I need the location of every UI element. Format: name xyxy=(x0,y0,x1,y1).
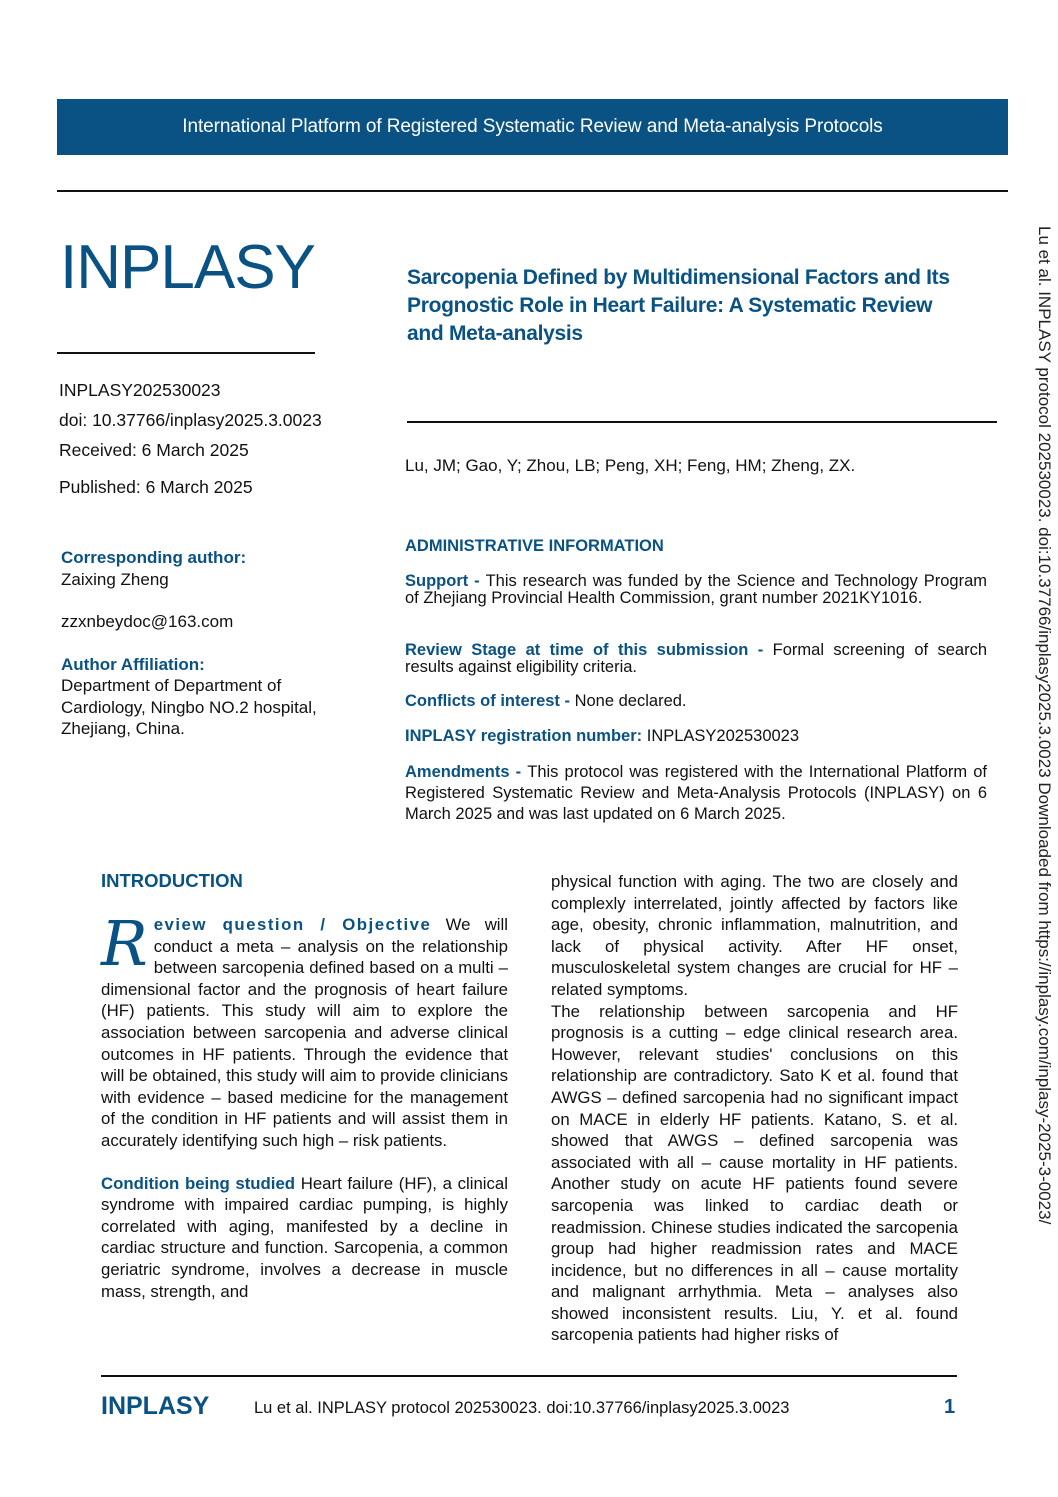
corresponding-author-email[interactable]: zzxnbeydoc@163.com xyxy=(61,612,234,631)
objective-label: eview question / Objective xyxy=(153,915,432,934)
paragraph-continuation: physical function with aging. The two are closely and complexly interrelated, jointly affected by factors like age, obesity, chronic inflammation, malnutrition, and lack of physical activity. After HF onset, musculoskeletal system changes are crucial for HF – related symptoms. xyxy=(551,872,958,999)
logo-divider xyxy=(57,352,315,354)
banner-text: International Platform of Registered Systematic Review and Meta-analysis Protocols xyxy=(182,116,883,137)
page-number: 1 xyxy=(944,1396,956,1418)
corresponding-author-section xyxy=(61,547,361,740)
admin-review-stage: Review Stage at time of this submission - Formal screening of search results against eligibility criteria. xyxy=(405,641,988,676)
admin-amendments: Amendments - This protocol was registered with the International Platform of Registered Systematic Review and Meta-Analysis Protocols (INPLASY) on 6 March 2025 and was last updated on 6 March 2025. xyxy=(405,763,988,823)
objective-paragraph: Review question / Objective We will conduct a meta – analysis on the relationship between sarcopenia defined based on a multi – dimensional factor and the prognosis of heart failure (HF) patients. This study will aim to explore the association between sarcopenia and adverse clinical outcomes in HF patients. Through the evidence that will be obtained, this study will aim to provide clinicians with evidence – based medicine for the management of the condition in HF patients and will assist them in accurately identifying such high – risk patients. xyxy=(101,907,508,1150)
admin-conflicts: Conflicts of interest - None declared. xyxy=(405,692,687,710)
received-date: Received: 6 March 2025 xyxy=(59,440,249,460)
condition-label: Condition being studied xyxy=(101,1173,296,1193)
vertical-citation: Lu et al. INPLASY protocol 202530023. doi:10.37766/inplasy2025.3.0023 Downloaded from https://inplasy.com/inplasy-2025-3-0023/ xyxy=(1035,226,1054,1225)
corresponding-author-name: Zaixing Zheng xyxy=(61,569,169,589)
affiliation-text: Department of Department of Cardiology, Ningbo NO.2 hospital, Zhejiang, China. xyxy=(61,676,317,738)
admin-heading: ADMINISTRATIVE INFORMATION xyxy=(405,537,664,555)
article-title: Sarcopenia Defined by Multidimensional Factors and Its Prognostic Role in Heart Failure: A Systematic Review and Meta-analysis xyxy=(407,266,950,345)
corresponding-author-label: Corresponding author: xyxy=(61,548,247,567)
footer-citation: Lu et al. INPLASY protocol 202530023. doi:10.37766/inplasy2025.3.0023 xyxy=(254,1399,790,1417)
header-divider xyxy=(57,190,1008,192)
paragraph-relationship: The relationship between sarcopenia and HF prognosis is a cutting – edge clinical research area. However, relevant studies' conclusions on this relationship are contradictory. Sato K et al. found that AWGS – defined sarcopenia had no significant impact on MACE in elderly HF patients. Katano, S. et al. showed that AWGS – defined sarcopenia was associated with all – cause mortality in HF patients. Another study on acute HF patients found severe sarcopenia was linked to cardiac death or readmission. Chinese studies indicated the sarcopenia group had higher readmission rates and MACE incidence, but no differences in all – cause mortality and malignant arrhythmia. Meta – analyses also showed inconsistent results. Liu, Y. et al. found sarcopenia patients had higher risks of xyxy=(551,1001,958,1345)
column-right xyxy=(551,871,958,1346)
doi[interactable]: doi: 10.37766/inplasy2025.3.0023 xyxy=(59,410,322,430)
dropcap: R xyxy=(101,907,148,980)
column-left xyxy=(101,907,508,1302)
introduction-heading: INTRODUCTION xyxy=(101,870,243,891)
protocol-id: INPLASY202530023 xyxy=(59,380,221,400)
footer-divider xyxy=(101,1375,957,1377)
inplasy-logo: INPLASY xyxy=(60,233,315,302)
footer-logo: INPLASY xyxy=(101,1392,210,1420)
author-list: Lu, JM; Gao, Y; Zhou, LB; Peng, XH; Feng, HM; Zheng, ZX. xyxy=(405,456,856,475)
title-divider xyxy=(407,421,997,423)
admin-registration: INPLASY registration number: INPLASY202530023 xyxy=(405,727,800,745)
admin-support: Support - This research was funded by the Science and Technology Program of Zhejiang Provincial Health Commission, grant number 2021KY1016. xyxy=(405,572,987,607)
condition-paragraph: Condition being studied Heart failure (HF), a clinical syndrome with impaired cardiac pumping, is highly correlated with aging, manifested by a decline in cardiac structure and function. Sarcopenia, a common geriatric syndrome, involves a decrease in muscle mass, strength, and xyxy=(101,1173,508,1301)
affiliation-label: Author Affiliation: xyxy=(61,654,205,674)
published-date: Published: 6 March 2025 xyxy=(59,477,253,497)
platform-banner xyxy=(57,99,1008,155)
